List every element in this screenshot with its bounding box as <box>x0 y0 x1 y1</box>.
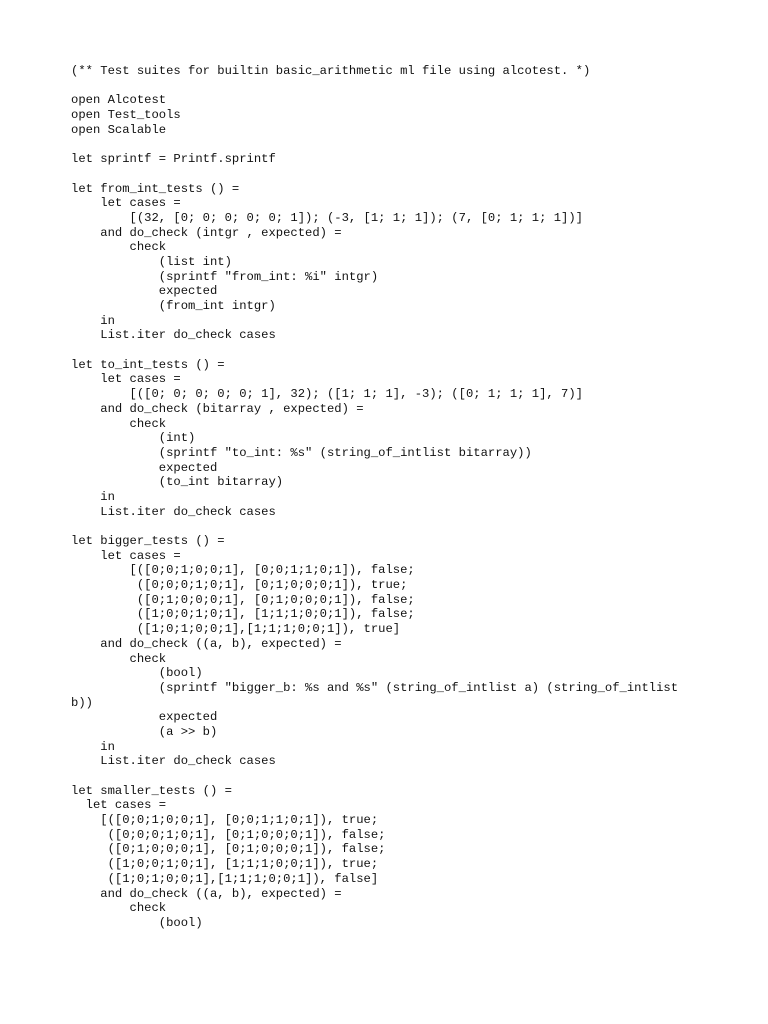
code-line: ([1;0;1;0;0;1],[1;1;1;0;0;1]), true] <box>71 622 401 637</box>
code-line: [(32, [0; 0; 0; 0; 0; 1]); (-3, [1; 1; 1]); (7, [0; 1; 1; 1])] <box>71 210 583 225</box>
code-line: ([1;0;0;1;0;1], [1;1;1;0;0;1]), true; <box>71 857 379 872</box>
code-line: open Test_tools <box>71 108 181 123</box>
code-line: (to_int bitarray) <box>71 475 284 490</box>
code-line: check <box>71 240 167 255</box>
code-line: List.iter do_check cases <box>71 504 276 519</box>
blank-line <box>71 769 761 784</box>
code-line: let cases = <box>71 196 181 211</box>
code-line: and do_check ((a, b), expected) = <box>71 886 342 901</box>
code-line: (list int) <box>71 254 232 269</box>
code-line: and do_check (intgr , expected) = <box>71 225 342 240</box>
code-line: ([0;0;0;1;0;1], [0;1;0;0;0;1]), true; <box>71 578 408 593</box>
code-line: (sprintf "to_int: %s" (string_of_intlist bitarray)) <box>71 445 532 460</box>
code-line: in <box>71 489 115 504</box>
code-line: check <box>71 416 167 431</box>
code-line: List.iter do_check cases <box>71 328 276 343</box>
code-line: ([0;1;0;0;0;1], [0;1;0;0;0;1]), false; <box>71 842 386 857</box>
code-line: check <box>71 901 167 916</box>
code-line: let from_int_tests () = <box>71 181 240 196</box>
code-line: (from_int intgr) <box>71 299 276 313</box>
code-line: ([0;0;0;1;0;1], [0;1;0;0;0;1]), false; <box>71 827 386 842</box>
blank-line <box>71 79 761 94</box>
code-listing <box>71 64 761 931</box>
code-line: open Alcotest <box>71 93 167 108</box>
code-line: and do_check (bitarray , expected) = <box>71 401 364 416</box>
blank-line <box>71 167 761 182</box>
code-line: [([0;0;1;0;0;1], [0;0;1;1;0;1]), true; <box>71 813 379 828</box>
code-line: (sprintf "from_int: %i" intgr) <box>71 269 379 284</box>
code-line: b)) <box>71 695 93 710</box>
code-line: (sprintf "bigger_b: %s and %s" (string_of_intlist a) (string_of_intlist <box>71 680 679 695</box>
code-line: (int) <box>71 431 196 446</box>
code-line: expected <box>71 710 218 725</box>
code-line: List.iter do_check cases <box>71 754 276 769</box>
code-line: let to_int_tests () = <box>71 357 225 372</box>
code-line: let cases = <box>71 548 181 563</box>
code-line: ([1;0;1;0;0;1],[1;1;1;0;0;1]), false] <box>71 871 379 886</box>
code-line: expected <box>71 284 218 299</box>
code-line: (a >> b) <box>71 724 218 739</box>
code-line: check <box>71 651 167 666</box>
code-line: open Scalable <box>71 122 167 137</box>
code-line: in <box>71 313 115 328</box>
code-line: ([0;1;0;0;0;1], [0;1;0;0;0;1]), false; <box>71 592 415 607</box>
code-line: and do_check ((a, b), expected) = <box>71 636 342 651</box>
code-line: let cases = <box>71 372 181 387</box>
code-line: (bool) <box>71 915 203 930</box>
code-line: expected <box>71 460 218 475</box>
blank-line <box>71 137 761 152</box>
code-line: [([0;0;1;0;0;1], [0;0;1;1;0;1]), false; <box>71 563 415 578</box>
blank-line <box>71 343 761 358</box>
code-line: in <box>71 739 115 754</box>
code-line: (** Test suites for builtin basic_arithmetic ml file using alcotest. *) <box>71 64 591 78</box>
document-page <box>71 64 761 931</box>
code-line: let bigger_tests () = <box>71 534 225 548</box>
code-line: (bool) <box>71 666 203 681</box>
code-line: let cases = <box>71 798 167 813</box>
blank-line <box>71 519 761 534</box>
code-line: let smaller_tests () = <box>71 783 232 798</box>
code-line: let sprintf = Printf.sprintf <box>71 152 276 167</box>
code-line: [([0; 0; 0; 0; 0; 1], 32); ([1; 1; 1], -3); ([0; 1; 1; 1], 7)] <box>71 387 583 402</box>
code-line: ([1;0;0;1;0;1], [1;1;1;0;0;1]), false; <box>71 607 415 622</box>
